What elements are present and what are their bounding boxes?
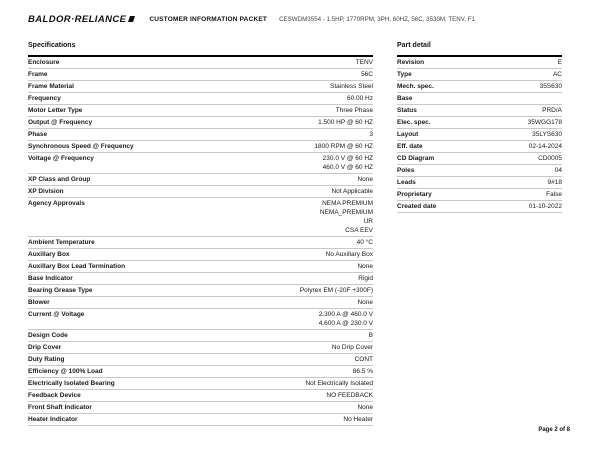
row-value-line: 35S630 <box>539 83 562 90</box>
row-value-line: CONT <box>354 356 373 363</box>
row-value <box>81 391 373 400</box>
table-row <box>28 285 373 297</box>
row-value-line: 35WGG178 <box>527 119 562 126</box>
row-label: Drip Cover <box>28 344 62 351</box>
row-value <box>50 298 373 307</box>
table-row <box>28 414 373 426</box>
table-row <box>397 189 562 201</box>
row-value <box>90 175 373 184</box>
row-value-line: 3 <box>369 131 373 138</box>
row-value <box>434 82 562 91</box>
baldor-reliance-logo <box>28 14 134 25</box>
logo-text: BALDOR·RELIANCE <box>28 13 127 25</box>
row-value-line: 56C <box>361 71 373 78</box>
row-label: Elec. spec. <box>397 119 431 126</box>
specifications-section <box>28 42 373 426</box>
logo-flag-icon <box>128 16 135 22</box>
table-row <box>28 198 373 237</box>
row-value <box>412 70 562 79</box>
row-label: Mech. spec. <box>397 83 434 90</box>
row-label: Heater Indicator <box>28 416 78 423</box>
row-value <box>92 403 373 412</box>
row-label: Proprietary <box>397 191 432 198</box>
row-label: Auxillary Box <box>28 251 70 258</box>
row-label: Voltage @ Frequency <box>28 155 94 162</box>
table-row <box>397 81 562 93</box>
row-value-line: No Auxillary Box <box>325 251 373 258</box>
row-label: Design Code <box>28 332 68 339</box>
row-value-line: NEMA PREMIUM <box>322 200 373 207</box>
row-value-line: None <box>357 404 373 411</box>
row-value <box>125 262 373 271</box>
row-value <box>416 178 562 187</box>
table-row <box>28 153 373 174</box>
row-value <box>85 199 373 235</box>
row-value-line: 60.00 Hz <box>346 95 373 102</box>
row-label: Current @ Voltage <box>28 311 85 318</box>
specifications-table <box>28 55 373 426</box>
table-row <box>397 165 562 177</box>
table-row <box>397 201 562 213</box>
row-label: Efficiency @ 100% Load <box>28 368 103 375</box>
row-value-line: TENV <box>355 59 373 66</box>
row-label: Bearing Grease Type <box>28 287 93 294</box>
row-label: Electrically Isolated Bearing <box>28 380 115 387</box>
row-value-line: None <box>357 176 373 183</box>
row-value <box>64 355 373 364</box>
row-label: Base Indicator <box>28 275 73 282</box>
row-value <box>73 274 373 283</box>
row-value-line: False <box>546 191 562 198</box>
row-label: Motor Letter Type <box>28 107 83 114</box>
row-value-line: B <box>368 332 373 339</box>
table-row <box>28 342 373 354</box>
row-label: XP Class and Group <box>28 176 91 183</box>
table-row <box>28 57 373 69</box>
row-value-line: E <box>557 59 562 66</box>
row-value <box>424 58 562 67</box>
row-value <box>134 142 373 151</box>
row-value <box>93 286 373 295</box>
row-label: Synchronous Speed @ Frequency <box>28 143 134 150</box>
row-label: Layout <box>397 131 419 138</box>
row-value <box>418 130 562 139</box>
table-row <box>28 309 373 330</box>
row-value <box>417 106 562 115</box>
row-value-line: 1.500 HP @ 60 HZ <box>318 119 373 126</box>
table-row <box>28 117 373 129</box>
table-row <box>28 330 373 342</box>
row-value <box>59 58 373 67</box>
row-label: Blower <box>28 299 50 306</box>
row-label: Poles <box>397 167 415 174</box>
row-value <box>74 82 373 91</box>
row-value <box>70 250 373 259</box>
row-label: Output @ Frequency <box>28 119 93 126</box>
table-row <box>397 105 562 117</box>
row-value-line: No Heater <box>343 416 373 423</box>
row-value-line: 35LYS630 <box>532 131 562 138</box>
row-value-line: 02-14-2024 <box>528 143 562 150</box>
row-value-line: Stainless Steel <box>330 83 373 90</box>
part-detail-section <box>397 42 562 213</box>
table-row <box>28 390 373 402</box>
row-value-line: 2.300 A @ 460.0 V <box>318 311 373 318</box>
row-value <box>48 70 373 79</box>
row-value-line: Not Electrically Isolated <box>305 380 373 387</box>
part-detail-table <box>397 55 562 213</box>
row-label: Feedback Device <box>28 392 81 399</box>
row-value <box>68 331 373 340</box>
row-label: Frame <box>28 71 48 78</box>
row-value-line: NO FEEDBACK <box>326 392 373 399</box>
row-value-line: Polyrex EM (-20F +300F) <box>299 287 373 294</box>
row-value-line: 40 °C <box>356 239 373 246</box>
row-value <box>95 238 373 247</box>
table-row <box>28 249 373 261</box>
page-header <box>28 12 572 26</box>
table-row <box>28 273 373 285</box>
row-label: Frequency <box>28 95 61 102</box>
row-value <box>78 415 374 424</box>
row-label: Agency Approvals <box>28 200 85 207</box>
table-row <box>28 378 373 390</box>
row-value-line: 4.600 A @ 230.0 V <box>318 320 373 327</box>
row-value <box>431 118 562 127</box>
row-value <box>82 106 373 115</box>
row-label: Leads <box>397 179 416 186</box>
row-value <box>61 94 373 103</box>
table-row <box>28 129 373 141</box>
row-value-line: 230.0 V @ 60 HZ <box>322 155 373 162</box>
row-label: Ambient Temperature <box>28 239 95 246</box>
row-value-line: None <box>357 299 373 306</box>
table-row <box>28 354 373 366</box>
row-value <box>436 202 562 211</box>
row-label: CD Diagram <box>397 155 435 162</box>
row-value-line: Rigid <box>358 275 373 282</box>
table-row <box>397 177 562 189</box>
table-row <box>28 186 373 198</box>
row-label: Front Shaft Indicator <box>28 404 92 411</box>
row-label: Frame Material <box>28 83 74 90</box>
table-row <box>397 93 562 105</box>
row-label: Auxillary Box Lead Termination <box>28 263 126 270</box>
row-label: Base <box>397 95 413 102</box>
row-value <box>103 367 373 376</box>
row-label: Phase <box>28 131 48 138</box>
row-value-line: Three Phase <box>335 107 373 114</box>
row-value-line: AC <box>552 71 562 78</box>
row-value-line: PRD/A <box>542 107 562 114</box>
row-label: Enclosure <box>28 59 60 66</box>
row-value-line: 04 <box>554 167 562 174</box>
row-value-line: 1800 RPM @ 60 HZ <box>314 143 373 150</box>
table-row <box>28 105 373 117</box>
row-label: Type <box>397 71 412 78</box>
table-row <box>397 129 562 141</box>
row-value <box>84 310 373 328</box>
table-row <box>28 141 373 153</box>
specifications-heading: Specifications <box>28 42 76 49</box>
table-row <box>397 117 562 129</box>
row-value <box>47 130 373 139</box>
part-detail-heading: Part detail <box>397 42 431 49</box>
table-row <box>28 402 373 414</box>
row-value <box>61 343 373 352</box>
document-title: CUSTOMER INFORMATION PACKET <box>149 15 268 23</box>
row-value <box>432 190 562 199</box>
table-row <box>28 93 373 105</box>
row-value-line: No Drip Cover <box>331 344 373 351</box>
table-row <box>28 366 373 378</box>
row-value-line: 9#18 <box>547 179 562 186</box>
row-value-line: UR <box>363 218 373 225</box>
row-value-line: CSA EEV <box>345 227 373 234</box>
row-value <box>94 154 373 172</box>
row-value <box>414 166 562 175</box>
table-row <box>397 141 562 153</box>
row-value <box>92 118 373 127</box>
row-value-line: NEMA_PREMIUM <box>319 209 373 216</box>
row-value-line: 86.5 % <box>352 368 373 375</box>
table-row <box>28 297 373 309</box>
table-row <box>28 261 373 273</box>
row-value <box>64 187 373 196</box>
table-row <box>28 69 373 81</box>
table-row <box>28 174 373 186</box>
table-row <box>397 57 562 69</box>
row-label: Revision <box>397 59 425 66</box>
row-label: XP Division <box>28 188 64 195</box>
table-row <box>28 237 373 249</box>
row-value-line: Not Applicable <box>331 188 373 195</box>
row-value-line: CD0005 <box>538 155 562 162</box>
product-summary: CESWDM3554 - 1.5HP, 1770RPM, 3PH, 60HZ, 56C, 3530M, TENV, F1 <box>279 15 475 23</box>
page-number: Page 2 of 8 <box>538 427 570 433</box>
table-row <box>397 153 562 165</box>
row-label: Status <box>397 107 417 114</box>
table-row <box>28 81 373 93</box>
row-label: Duty Rating <box>28 356 65 363</box>
row-value <box>115 379 373 388</box>
row-label: Created date <box>397 203 437 210</box>
row-value-line: None <box>357 263 373 270</box>
row-label: Eff. date <box>397 143 423 150</box>
table-row <box>397 69 562 81</box>
row-value <box>434 154 562 163</box>
row-value <box>423 142 562 151</box>
row-value-line: 01-10-2022 <box>528 203 562 210</box>
row-value-line: 460.0 V @ 60 HZ <box>322 164 373 171</box>
